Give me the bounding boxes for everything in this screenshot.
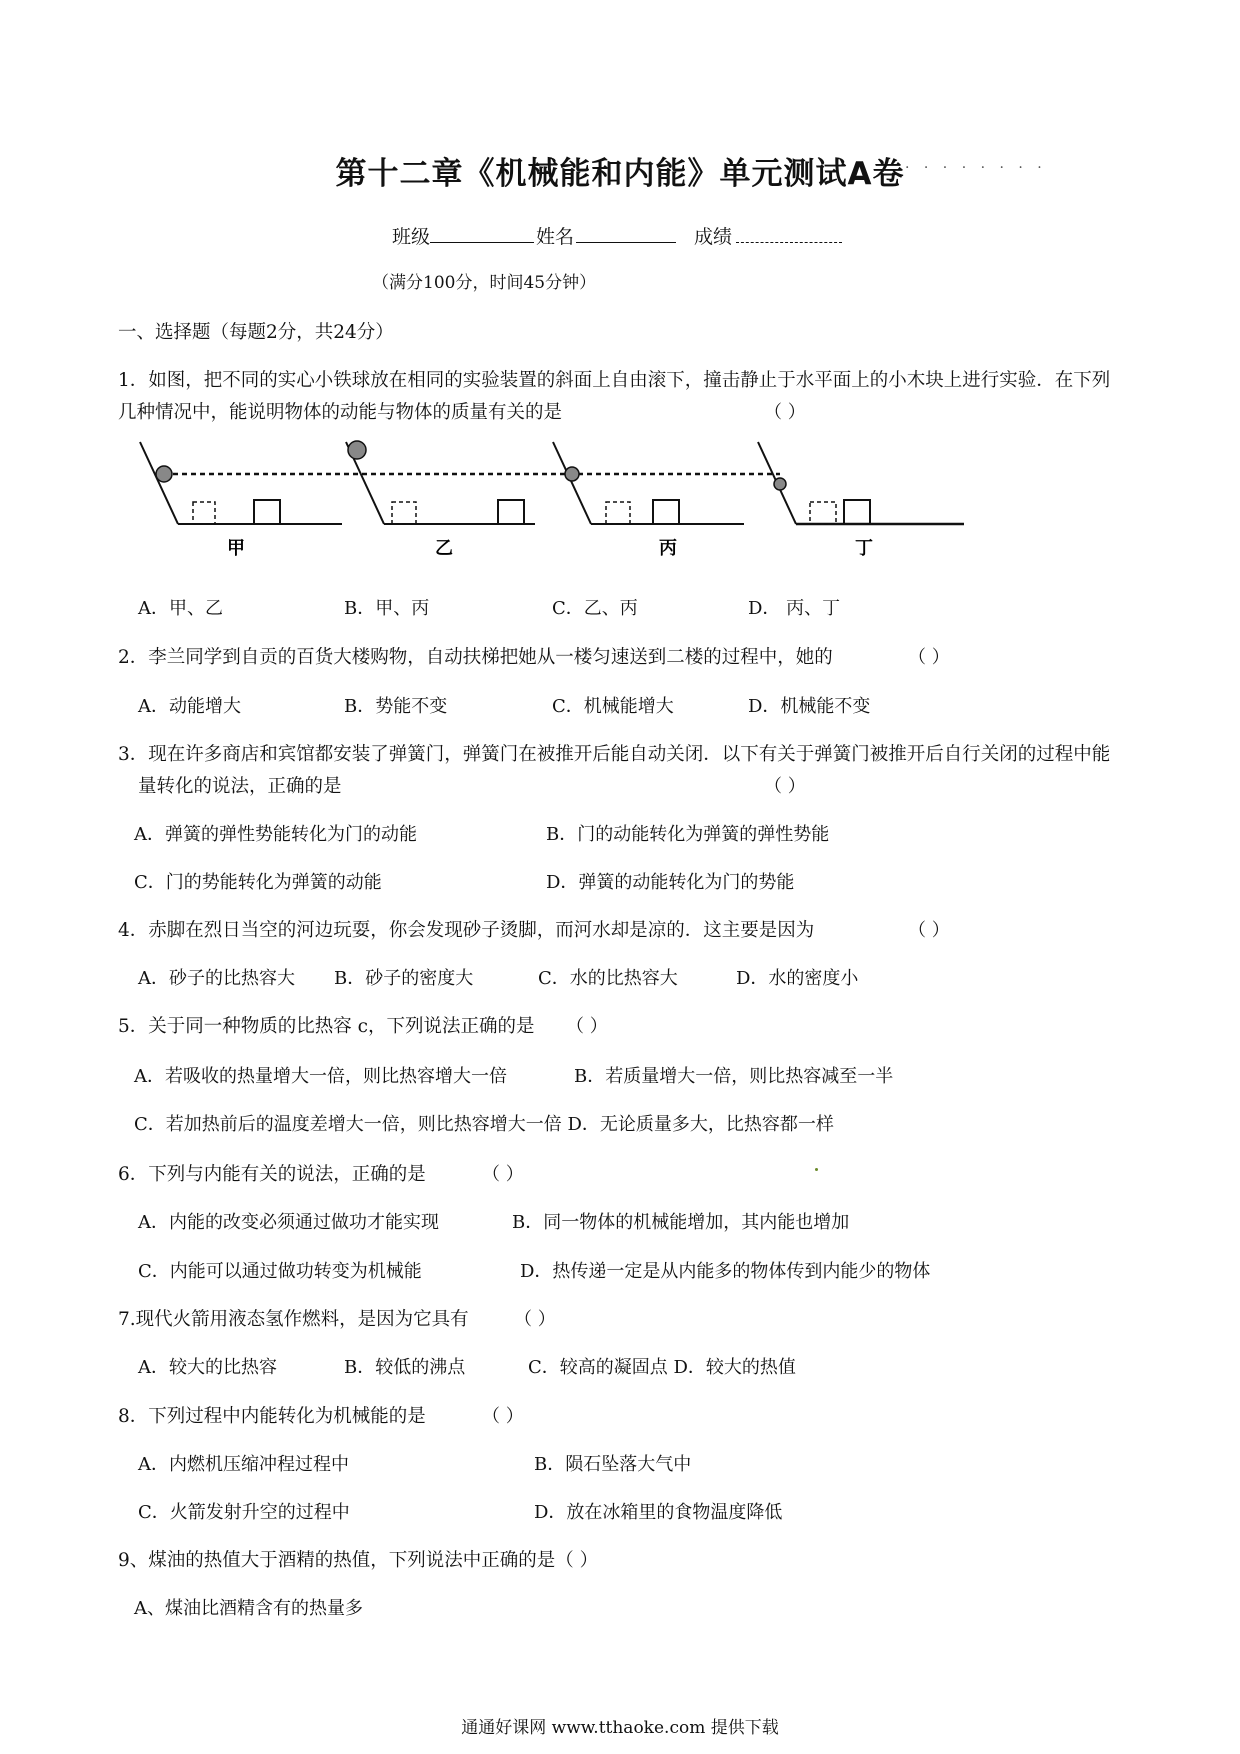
score-blank[interactable] (736, 222, 842, 243)
q8-option-c[interactable]: C．火箭发射升空的过程中 (138, 1502, 350, 1523)
q5-text: 5．关于同一种物质的比热容 c，下列说法正确的是 (118, 1016, 535, 1037)
page-title: 第十二章《机械能和内能》单元测试A卷 (335, 156, 905, 192)
name-label: 姓名 (536, 226, 575, 248)
q1-figure (130, 436, 970, 566)
q3-option-b[interactable]: B．门的动能转化为弹簧的弹性势能 (546, 824, 830, 845)
q7-option-a[interactable]: A．较大的比热容 (138, 1357, 277, 1378)
figure-label-yi: 乙 (435, 538, 453, 559)
q4-option-b[interactable]: B．砂子的密度大 (334, 968, 474, 989)
q9-option-a[interactable]: A、煤油比酒精含有的热量多 (134, 1598, 363, 1619)
stray-dot (815, 1168, 818, 1171)
ball-yi (348, 441, 366, 459)
q3-answer-paren[interactable]: （ ） (764, 776, 806, 797)
figure-label-ding: 丁 (855, 538, 873, 559)
score-label: 成绩 (694, 226, 733, 248)
figure-label-bing: 丙 (659, 538, 677, 559)
q1-option-b[interactable]: B．甲、丙 (344, 598, 430, 619)
q1-text-line2: 几种情况中，能说明物体的动能与物体的质量有关的是 (118, 402, 563, 423)
section-heading: 一、选择题（每题2分，共24分） (118, 322, 394, 343)
q1-answer-paren[interactable]: （ ） (764, 402, 806, 423)
exam-note: （满分100分，时间45分钟） (372, 273, 597, 293)
q3-option-c[interactable]: C．门的势能转化为弹簧的动能 (134, 872, 382, 893)
class-blank[interactable] (430, 222, 534, 243)
q7-answer-paren[interactable]: （ ） (514, 1309, 556, 1330)
q3-text-line1: 3．现在许多商店和宾馆都安装了弹簧门，弹簧门在被推开后能自动关闭．以下有关于弹簧门被推开后自行关闭的过程中能 (118, 744, 1111, 765)
q8-answer-paren[interactable]: （ ） (482, 1406, 524, 1427)
q3-text-line2: 量转化的说法，正确的是 (138, 776, 342, 797)
q6-option-a[interactable]: A．内能的改变必须通过做功才能实现 (138, 1212, 439, 1233)
ball-jia (156, 466, 172, 482)
q2-answer-paren[interactable]: （ ） (908, 647, 950, 668)
q5-option-a[interactable]: A．若吸收的热量增大一倍，则比热容增大一倍 (134, 1066, 507, 1087)
q3-option-d[interactable]: D．弹簧的动能转化为门的势能 (546, 872, 795, 893)
figure-bing (553, 442, 744, 524)
q2-option-c[interactable]: C．机械能增大 (552, 696, 674, 717)
ball-ding (774, 478, 786, 490)
q1-option-a[interactable]: A．甲、乙 (138, 598, 223, 619)
q4-option-a[interactable]: A．砂子的比热容大 (138, 968, 295, 989)
figure-jia (140, 442, 342, 524)
q8-text: 8．下列过程中内能转化为机械能的是 (118, 1406, 426, 1427)
q5-option-cd[interactable]: C．若加热前后的温度差增大一倍，则比热容增大一倍 D．无论质量多大，比热容都一样 (134, 1114, 834, 1135)
title-dots: · · · · · · · · (905, 160, 1047, 176)
q2-option-a[interactable]: A．动能增大 (138, 696, 241, 717)
q7-text: 7.现代火箭用液态氢作燃料，是因为它具有 (118, 1309, 469, 1330)
page-footer: 通通好课网 www.tthaoke.com 提供下载 (461, 1718, 779, 1738)
q1-option-d[interactable]: D． 丙、丁 (748, 598, 841, 619)
q2-option-d[interactable]: D．机械能不变 (748, 696, 871, 717)
q6-option-c[interactable]: C．内能可以通过做功转变为机械能 (138, 1261, 422, 1282)
q6-answer-paren[interactable]: （ ） (482, 1164, 524, 1185)
q9-text: 9、煤油的热值大于酒精的热值，下列说法中正确的是（ ） (118, 1550, 599, 1571)
figure-ding (758, 442, 964, 524)
q4-text: 4．赤脚在烈日当空的河边玩耍，你会发现砂子烫脚，而河水却是凉的．这主要是因为 (118, 920, 815, 941)
q8-option-b[interactable]: B．陨石坠落大气中 (534, 1454, 692, 1475)
figure-label-jia: 甲 (227, 538, 245, 559)
q6-option-b[interactable]: B．同一物体的机械能增加，其内能也增加 (512, 1212, 850, 1233)
q4-option-c[interactable]: C．水的比热容大 (538, 968, 678, 989)
q3-option-a[interactable]: A．弹簧的弹性势能转化为门的动能 (134, 824, 417, 845)
q8-option-d[interactable]: D．放在冰箱里的食物温度降低 (534, 1502, 783, 1523)
q8-option-a[interactable]: A．内燃机压缩冲程过程中 (138, 1454, 349, 1475)
q6-text: 6．下列与内能有关的说法，正确的是 (118, 1164, 426, 1185)
figure-yi (346, 441, 535, 524)
q5-answer-paren[interactable]: （ ） (566, 1016, 608, 1037)
q7-option-b[interactable]: B．较低的沸点 (344, 1357, 466, 1378)
q5-option-b[interactable]: B．若质量增大一倍，则比热容减至一半 (574, 1066, 894, 1087)
q6-option-d[interactable]: D．热传递一定是从内能多的物体传到内能少的物体 (520, 1261, 931, 1282)
q2-text: 2．李兰同学到自贡的百货大楼购物，自动扶梯把她从一楼匀速送到二楼的过程中，她的 (118, 647, 833, 668)
q2-option-b[interactable]: B．势能不变 (344, 696, 448, 717)
name-blank[interactable] (576, 222, 676, 243)
q1-option-c[interactable]: C．乙、丙 (552, 598, 638, 619)
q1-text-line1: 1．如图，把不同的实心小铁球放在相同的实验装置的斜面上自由滚下，撞击静止于水平面上的小木块上进行实验．在下列 (118, 370, 1111, 391)
q4-option-d[interactable]: D．水的密度小 (736, 968, 859, 989)
q7-option-cd[interactable]: C．较高的凝固点 D．较大的热值 (528, 1357, 796, 1378)
class-label: 班级 (392, 226, 431, 248)
q4-answer-paren[interactable]: （ ） (908, 920, 950, 941)
ball-bing (565, 467, 579, 481)
